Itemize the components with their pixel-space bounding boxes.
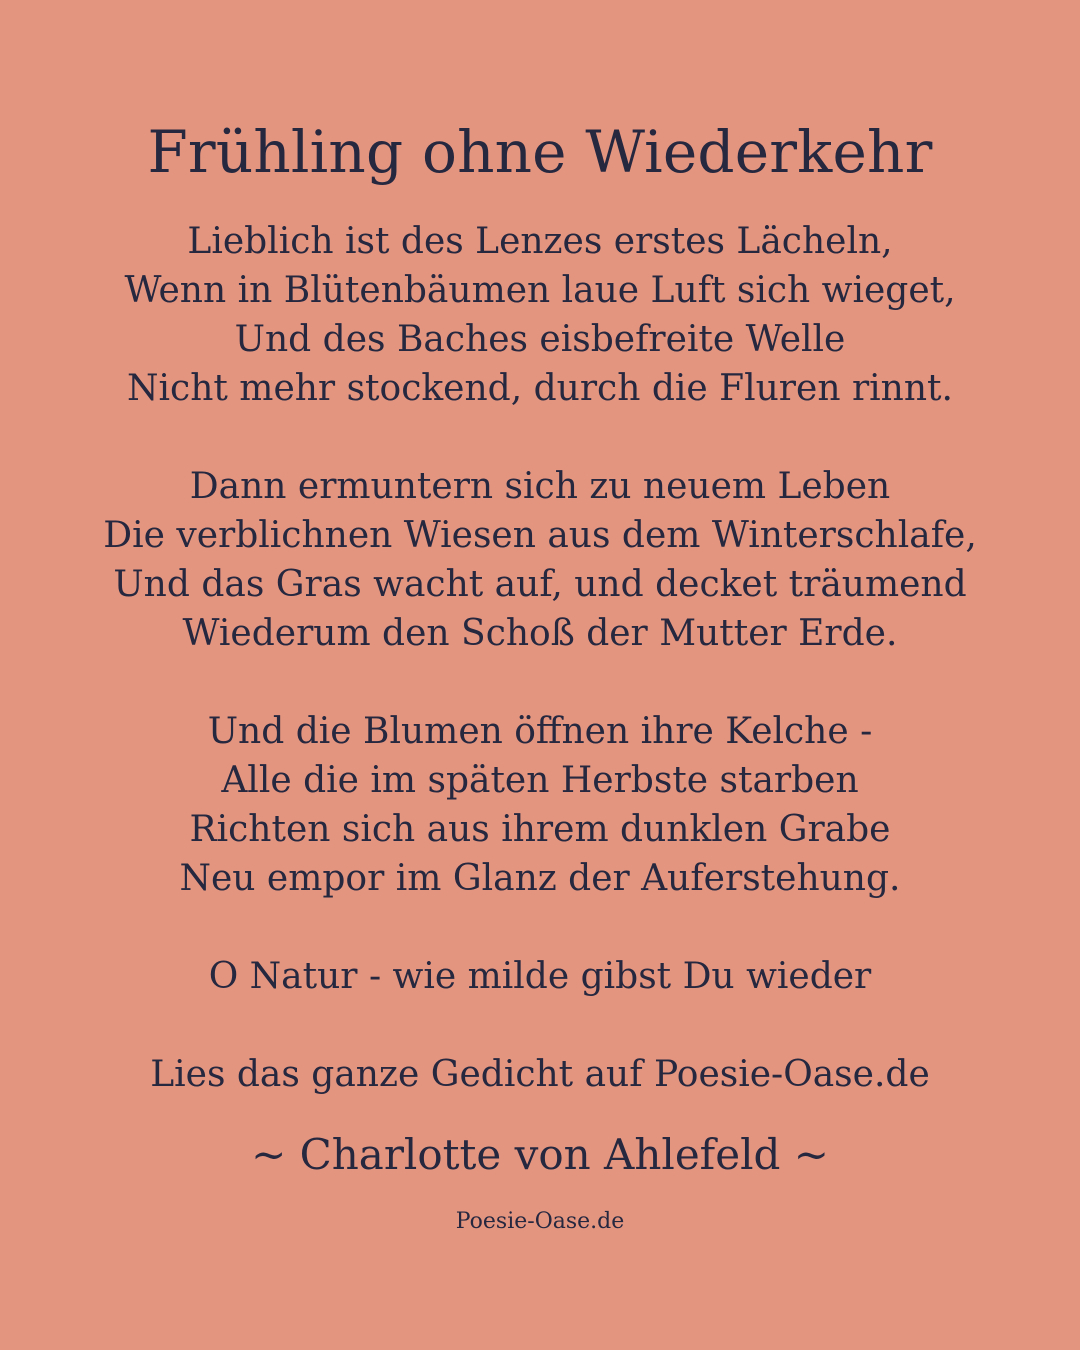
poem-title: Frühling ohne Wiederkehr (147, 118, 933, 186)
verse-line: Alle die im späten Herbste starben (221, 760, 859, 801)
stanza-2 (0, 462, 1080, 658)
verse-line: Wenn in Blütenbäumen laue Luft sich wieget, (124, 270, 956, 311)
verse-line: Dann ermuntern sich zu neuem Leben (189, 466, 891, 507)
site-watermark: Poesie-Oase.de (455, 1209, 625, 1234)
stanza-1 (0, 217, 1080, 413)
read-more-text: Lies das ganze Gedicht auf Poesie-Oase.de (150, 1054, 930, 1095)
author-name: ~ Charlotte von Ahlefeld ~ (251, 1130, 829, 1179)
verse-line: Wiederum den Schoß der Mutter Erde. (182, 613, 898, 654)
verse-line: Richten sich aus ihrem dunklen Grabe (189, 809, 891, 850)
stanza-3 (0, 707, 1080, 903)
stanza-4 (0, 952, 1080, 1001)
verse-line: Die verblichnen Wiesen aus dem Winterschlafe, (103, 515, 977, 556)
verse-line: Und des Baches eisbefreite Welle (234, 319, 846, 360)
verse-line: Und das Gras wacht auf, und decket träumend (113, 564, 967, 605)
verse-line: O Natur - wie milde gibst Du wieder (208, 956, 872, 997)
verse-line: Lieblich ist des Lenzes erstes Lächeln, (187, 221, 893, 262)
verse-line: Neu empor im Glanz der Auferstehung. (179, 858, 901, 899)
verse-line: Nicht mehr stockend, durch die Fluren rinnt. (127, 368, 953, 409)
verse-line: Und die Blumen öffnen ihre Kelche - (207, 711, 873, 752)
